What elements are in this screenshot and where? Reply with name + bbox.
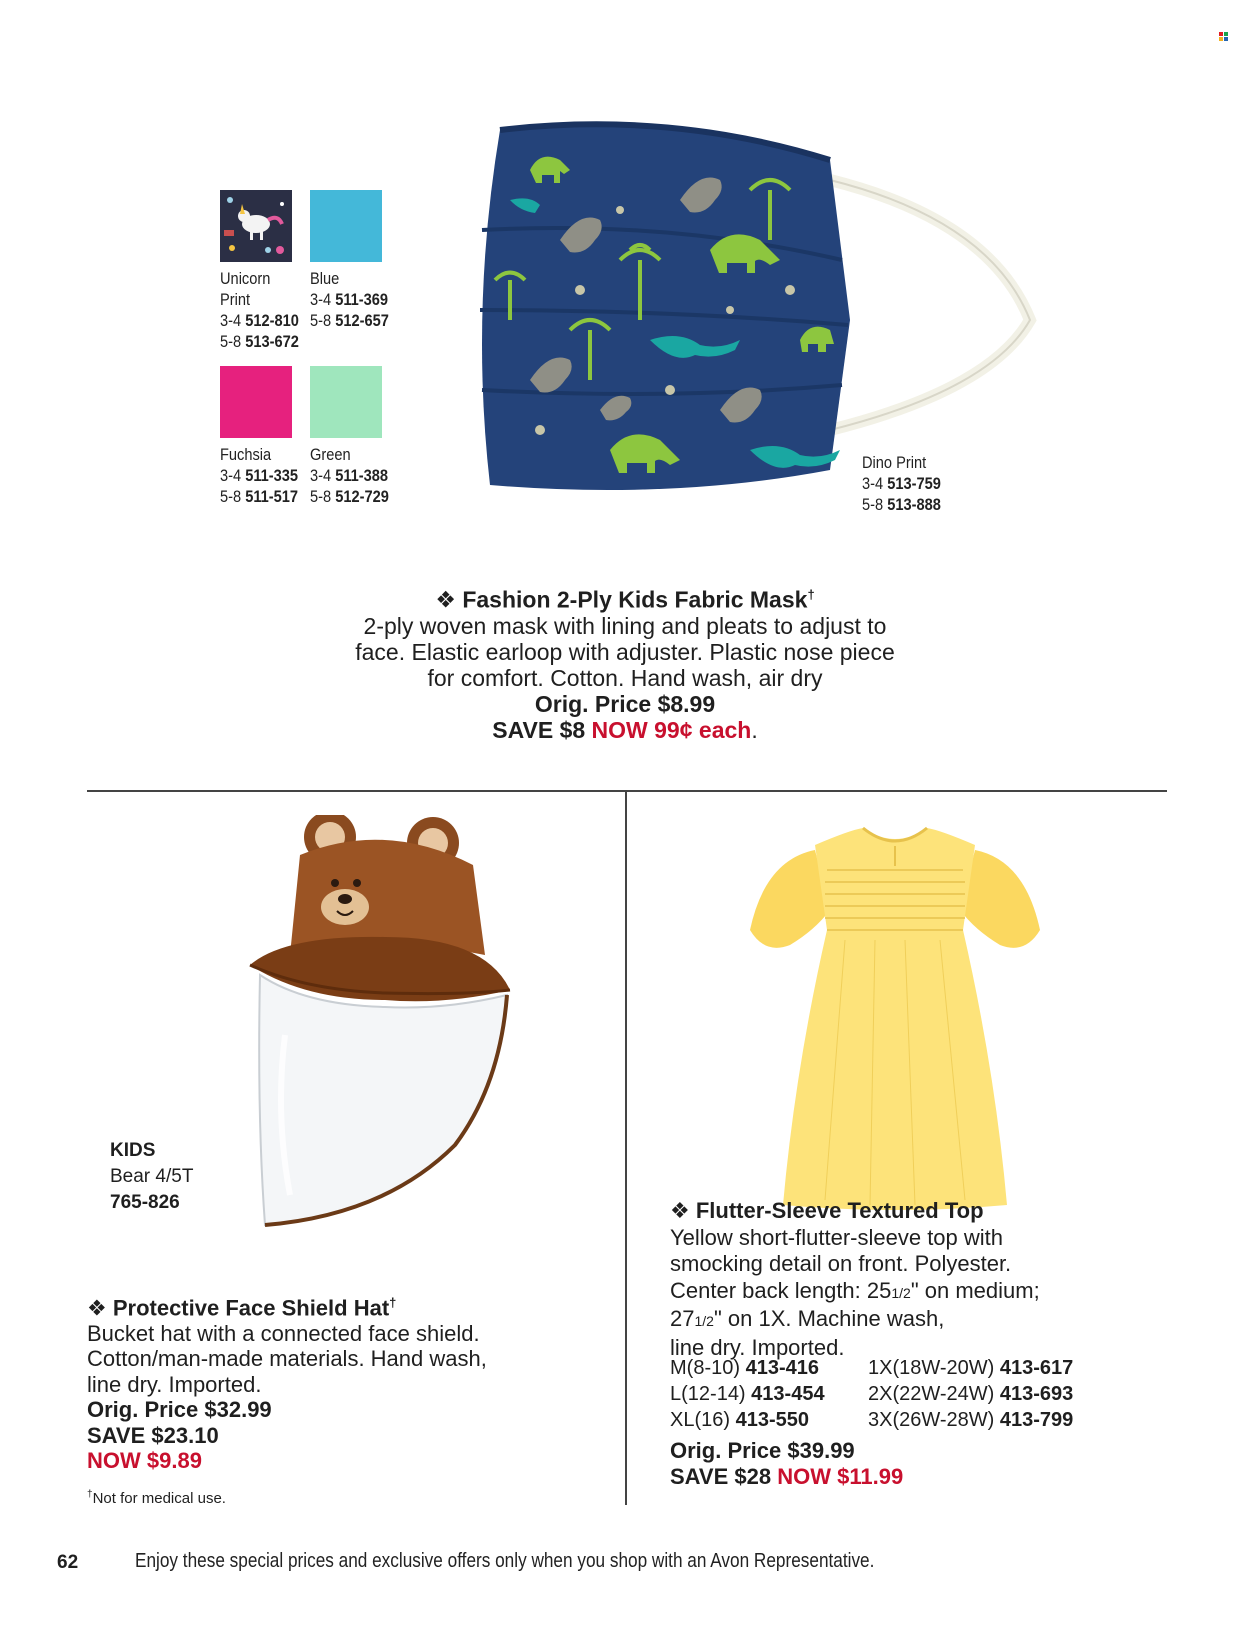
vertical-divider: [625, 790, 627, 1505]
unicorn-print-pattern-icon: [220, 190, 292, 262]
brand-mark-icon: [1219, 32, 1229, 42]
top-prices: [670, 1438, 903, 1490]
dino-print-mask-image: [470, 110, 1045, 510]
hat-now-price: NOW $9.89: [87, 1448, 202, 1474]
swatch-label-green: Green 3-4 511-388 5-8 512-729: [310, 445, 389, 506]
top-title: ❖ Flutter-Sleeve Textured Top: [670, 1198, 984, 1223]
mask-price-line: SAVE $8 NOW 99¢ each.: [492, 716, 758, 743]
top-orig-price: Orig. Price $39.99: [670, 1438, 855, 1463]
hat-orig-price: Orig. Price $32.99: [87, 1397, 272, 1423]
swatch-label-fuchsia: Fuchsia 3-4 511-335 5-8 511-517: [220, 445, 299, 506]
hat-title: ❖ Protective Face Shield Hat†: [87, 1295, 397, 1321]
hat-footnote: †Not for medical use.: [87, 1489, 226, 1507]
mask-title: ❖ Fashion 2-Ply Kids Fabric Mask†: [435, 586, 815, 613]
top-description: ❖ Flutter-Sleeve Textured Top Yellow short-flutter-sleeve top with smocking detail on front. Polyester. Center back length: 251/2" on medium; 271/2" on 1X. Machine wash, line dry. Imported.: [670, 1198, 1040, 1360]
hat-save: SAVE $23.10: [87, 1422, 219, 1448]
page-number: 62: [57, 1552, 79, 1573]
top-sizes-left: M(8-10) 413-416 L(12-14) 413-454 XL(16) 413-550: [670, 1357, 825, 1431]
horizontal-divider: [87, 790, 1167, 792]
swatch-unicorn-print[interactable]: [220, 190, 292, 262]
dino-print-label: Dino Print 3-4 513-759 5-8 513-888: [862, 453, 941, 514]
top-save: SAVE $28: [670, 1464, 772, 1489]
bear-face-shield-hat-image: [245, 815, 535, 1230]
yellow-flutter-sleeve-top-image: [745, 820, 1045, 1215]
mask-description: ❖ Fashion 2-Ply Kids Fabric Mask† 2-ply woven mask with lining and pleats to adjust to face. Elastic earloop with adjuster. Plastic nose piece for comfort. Cotton. Hand wash, air dry Orig. Price $8.99 SAVE $8 NOW 99¢ each.: [250, 582, 1000, 743]
swatch-label-unicorn: Unicorn Print 3-4 512-810 5-8 513-672: [220, 269, 299, 351]
mask-orig-price: Orig. Price $8.99: [534, 690, 716, 717]
swatch-label-blue: Blue 3-4 511-369 5-8 512-657: [310, 269, 389, 330]
hat-description: ❖ Protective Face Shield Hat† Bucket hat with a connected face shield. Cotton/man-made materials. Hand wash, line dry. Imported. Orig. Price $32.99 SAVE $23.10 NOW $9.89: [87, 1290, 487, 1474]
top-now-price: NOW $11.99: [777, 1464, 904, 1489]
swatch-green[interactable]: [310, 366, 382, 438]
swatch-blue[interactable]: [310, 190, 382, 262]
footer-disclaimer: Enjoy these special prices and exclusive offers only when you shop with an Avon Representative.: [135, 1550, 875, 1572]
top-sizes-right: 1X(18W-20W) 413-617 2X(22W-24W) 413-693 3X(26W-28W) 413-799: [868, 1357, 1074, 1431]
hat-kids-label: KIDS Bear 4/5T 765-826: [110, 1140, 194, 1213]
swatch-fuchsia[interactable]: [220, 366, 292, 438]
